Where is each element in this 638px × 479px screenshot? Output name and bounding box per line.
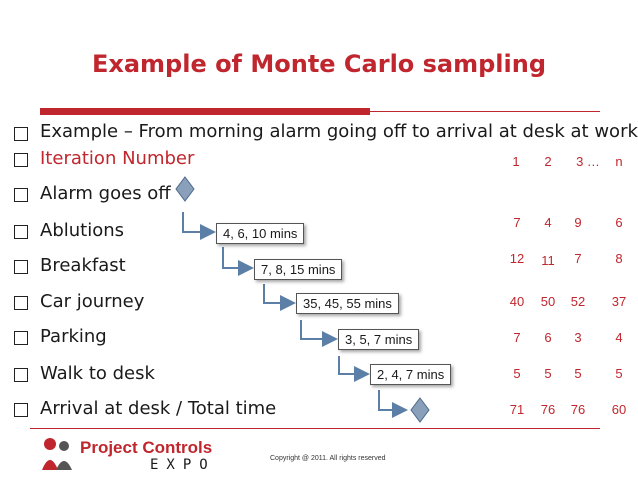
end-diamond-icon — [411, 398, 429, 422]
value-total-n: 60 — [611, 402, 627, 417]
value-parking-1: 7 — [513, 330, 521, 345]
row-label-walk-to-desk: Walk to desk — [40, 363, 155, 384]
duration-box-parking: 3, 5, 7 mins — [338, 329, 419, 350]
row-label-arrival: Arrival at desk / Total time — [40, 398, 277, 419]
row-label-example: Example – From morning alarm going off to arrival at desk at work — [40, 121, 638, 142]
value-parking-2: 6 — [544, 330, 552, 345]
row-label-car-journey: Car journey — [40, 291, 145, 312]
iteration-header-3: 3 … — [576, 154, 600, 169]
duration-box-walk: 2, 4, 7 mins — [370, 364, 451, 385]
value-ablutions-1: 7 — [513, 215, 521, 230]
duration-box-car-journey: 35, 45, 55 mins — [296, 293, 399, 314]
connector-arrow-3 — [264, 284, 292, 303]
value-breakfast-3: 7 — [574, 251, 582, 266]
row-label-breakfast: Breakfast — [40, 255, 126, 276]
logo-subtitle: EXPO — [150, 457, 216, 473]
value-walk-1: 5 — [513, 366, 521, 381]
logo-people-icon — [40, 436, 76, 472]
value-total-2: 76 — [540, 402, 556, 417]
value-ablutions-n: 6 — [615, 215, 623, 230]
connector-arrow-1 — [183, 212, 212, 232]
logo-name: Project Controls — [80, 438, 213, 457]
row-label-parking: Parking — [40, 326, 107, 347]
iteration-header-2: 2 — [544, 154, 552, 169]
value-car-journey-3: 52 — [570, 294, 586, 309]
connector-arrow-2 — [223, 247, 250, 268]
value-parking-n: 4 — [615, 330, 623, 345]
slide-title: Example of Monte Carlo sampling — [91, 50, 547, 78]
row-label-iteration: Iteration Number — [40, 148, 195, 169]
value-parking-3: 3 — [574, 330, 582, 345]
connector-arrow-4 — [301, 320, 334, 339]
iteration-header-1: 1 — [512, 154, 520, 169]
value-walk-3: 5 — [574, 366, 582, 381]
row-label-ablutions: Ablutions — [40, 220, 125, 241]
value-car-journey-1: 40 — [509, 294, 525, 309]
connector-arrow-6 — [379, 390, 404, 410]
value-ablutions-3: 9 — [574, 215, 582, 230]
value-car-journey-2: 50 — [540, 294, 556, 309]
value-walk-n: 5 — [615, 366, 623, 381]
connector-arrow-5 — [339, 356, 366, 374]
value-breakfast-1: 12 — [509, 251, 525, 266]
value-breakfast-n: 8 — [615, 251, 623, 266]
value-car-journey-n: 37 — [611, 294, 627, 309]
value-total-1: 71 — [509, 402, 525, 417]
iteration-header-n: n — [615, 154, 623, 169]
footer-rule — [30, 428, 600, 429]
value-breakfast-2: 11 — [541, 253, 555, 268]
value-total-3: 76 — [570, 402, 586, 417]
value-ablutions-2: 4 — [544, 215, 552, 230]
value-walk-2: 5 — [544, 366, 552, 381]
duration-box-ablutions: 4, 6, 10 mins — [216, 223, 304, 244]
copyright-notice: Copyright @ 2011. All rights reserved — [270, 455, 386, 462]
duration-box-breakfast: 7, 8, 15 mins — [254, 259, 342, 280]
start-diamond-icon — [176, 177, 194, 201]
row-label-alarm: Alarm goes off — [40, 183, 171, 204]
